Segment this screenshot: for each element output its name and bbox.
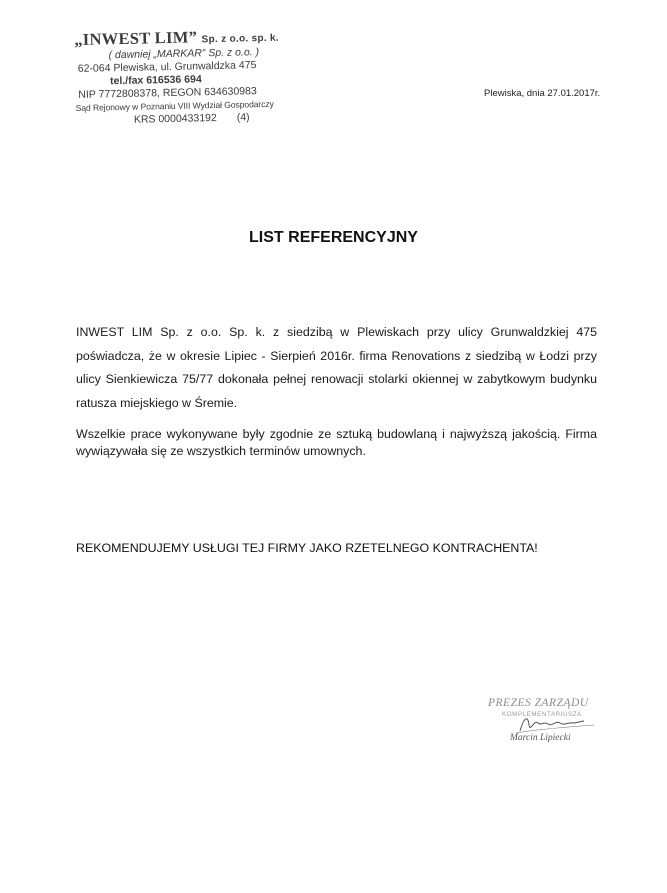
stamp-address: 62-064 Plewiska, ul. Grunwaldzka 475 xyxy=(77,59,257,75)
stamp-krs: KRS 0000433192 xyxy=(133,112,217,126)
signature-stamp xyxy=(488,697,618,747)
stamp-phone: tel./fax 616536 694 xyxy=(109,73,202,88)
stamp-company-name: „INWEST LIM” xyxy=(74,27,198,49)
stamp-former-name: ( dawniej „MARKAR” Sp. z o.o. ) xyxy=(108,46,260,62)
recommendation-line: REKOMENDUJEMY USŁUGI TEJ FIRMY JAKO RZETELNEGO KONTRACHENTA! xyxy=(76,541,538,555)
paragraph-quality: Wszelkie prace wykonywane były zgodnie ze sztuką budowlaną i najwyższą jakością. Firma wywiązywała się ze wszystkich terminów umownych. xyxy=(76,427,597,458)
signature-subtitle: KOMPLEMENTARIUSZA xyxy=(502,711,582,718)
signature-name: Marcin Lipiecki xyxy=(510,733,571,743)
document-title: LIST REFERENCYJNY xyxy=(249,229,418,246)
company-stamp xyxy=(74,25,291,127)
stamp-court: Sąd Rejonowy w Poznaniu VIII Wydział Gospodarczy xyxy=(75,98,274,113)
signature-role: PREZES ZARZĄDU xyxy=(488,697,589,709)
stamp-krs-number: (4) xyxy=(236,111,250,124)
paragraph-main: INWEST LIM Sp. z o.o. Sp. k. z siedzibą w Plewiskach przy ulicy Grunwaldzkiej 475 poświadcza, że w okresie Lipiec - Sierpień 2016r. firma Renovations z siedzibą w Łodzi przy ulicy Sienkiewicza 75/77 dokonała pełnej renowacji stolarki okiennej w zabytkowym budynku ratusza miejskiego w Śremie. xyxy=(76,325,597,410)
stamp-company-suffix: Sp. z o.o. sp. k. xyxy=(201,32,280,46)
date-line: Plewiska, dnia 27.01.2017r. xyxy=(484,88,601,99)
stamp-nip-regon: NIP 7772808378, REGON 634630983 xyxy=(78,85,257,101)
